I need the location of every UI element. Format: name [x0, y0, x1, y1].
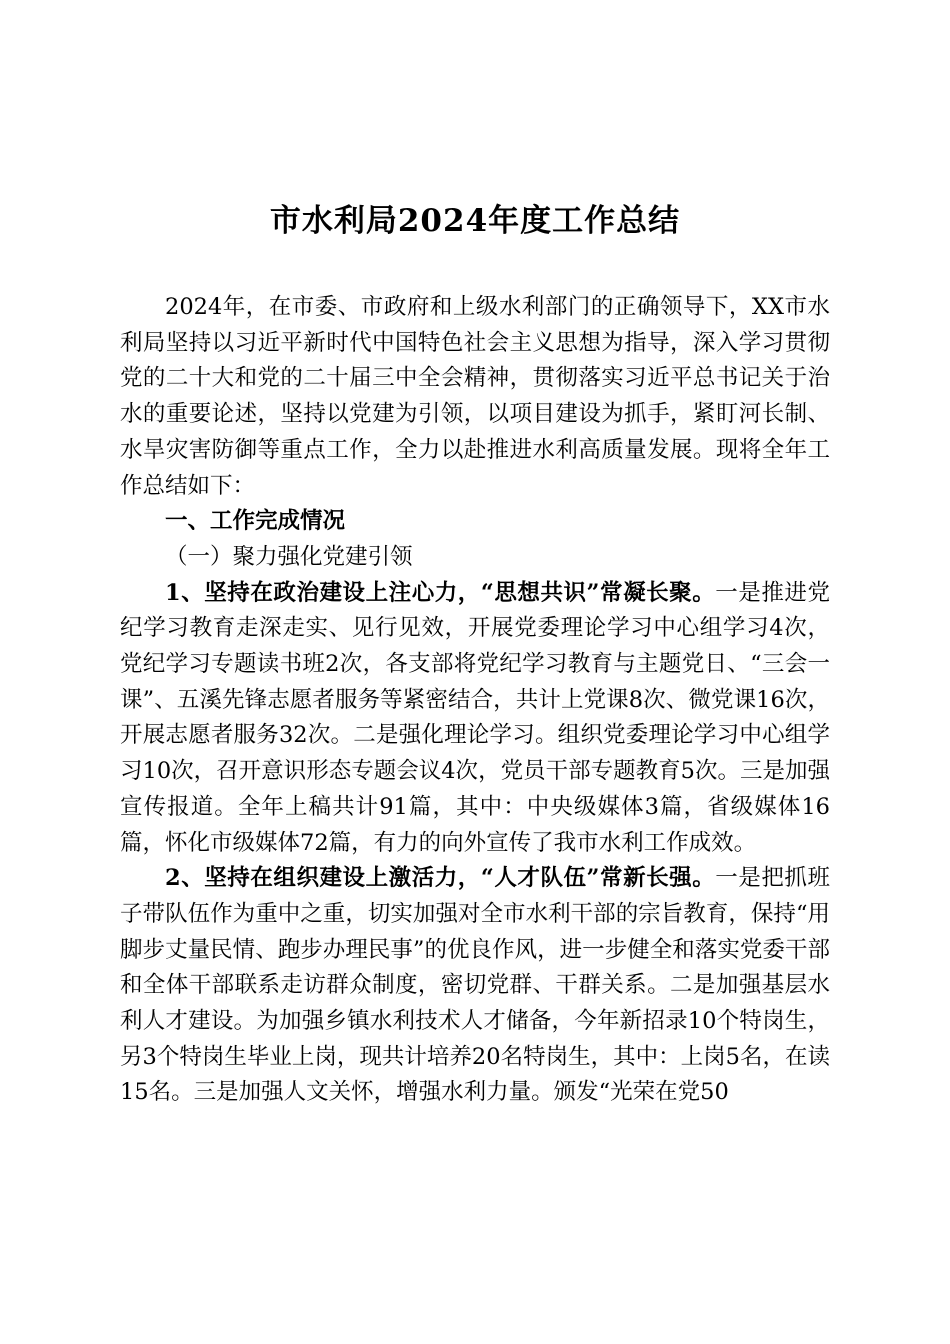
item-body-2: 一是把抓班子带队伍作为重中之重，切实加强对全市水利干部的宗旨教育，保持“用脚步丈量民情、跑步办理民事”的优良作风，进一步健全和落实党委干部和全体干部联系走访群众制度，密切党群、干群关系。二是加强基层水利人才建设。为加强乡镇水利技术人才储备，今年新招录10个特岗生，另3个特岗生毕业上岗，现共计培养20名特岗生，其中：上岗5名，在读15名。三是加强人文关怀，增强水利力量。颁发“光荣在党50	[120, 865, 830, 1106]
item-lead-2: 2、坚持在组织建设上激活力，“人才队伍”常新长强。	[165, 865, 716, 892]
subsection-heading: （一）聚力强化党建引领	[165, 543, 413, 570]
item-paragraph-2	[120, 861, 830, 1111]
document-title: 市水利局2024年度工作总结	[269, 203, 681, 239]
section-heading: 一、工作完成情况	[165, 508, 346, 535]
intro-paragraph: 2024年，在市委、市政府和上级水利部门的正确领导下，XX市水利局坚持以习近平新时代中国特色社会主义思想为指导，深入学习贯彻党的二十大和党的二十届三中全会精神，贯彻落实习近平总书记关于治水的重要论述，坚持以党建为引领，以项目建设为抓手，紧盯河长制、水旱灾害防御等重点工作，全力以赴推进水利高质量发展。现将全年工作总结如下：	[120, 294, 830, 499]
document-body	[120, 290, 830, 1111]
item-body-1: 一是推进党纪学习教育走深走实、见行见效，开展党委理论学习中心组学习4次，党纪学习专题读书班2次，各支部将党纪学习教育与主题党日、“三会一课”、五溪先锋志愿者服务等紧密结合，共计上党课8次、微党课16次，开展志愿者服务32次。二是强化理论学习。组织党委理论学习中心组学习10次，召开意识形态专题会议4次，党员干部专题教育5次。三是加强宣传报道。全年上稿共计91篇，其中：中央级媒体3篇，省级媒体16篇，怀化市级媒体72篇，有力的向外宣传了我市水利工作成效。	[120, 579, 830, 856]
item-paragraph-1	[120, 576, 830, 862]
item-lead-1: 1、坚持在政治建设上注心力，“思想共识”常凝长聚。	[165, 579, 716, 606]
